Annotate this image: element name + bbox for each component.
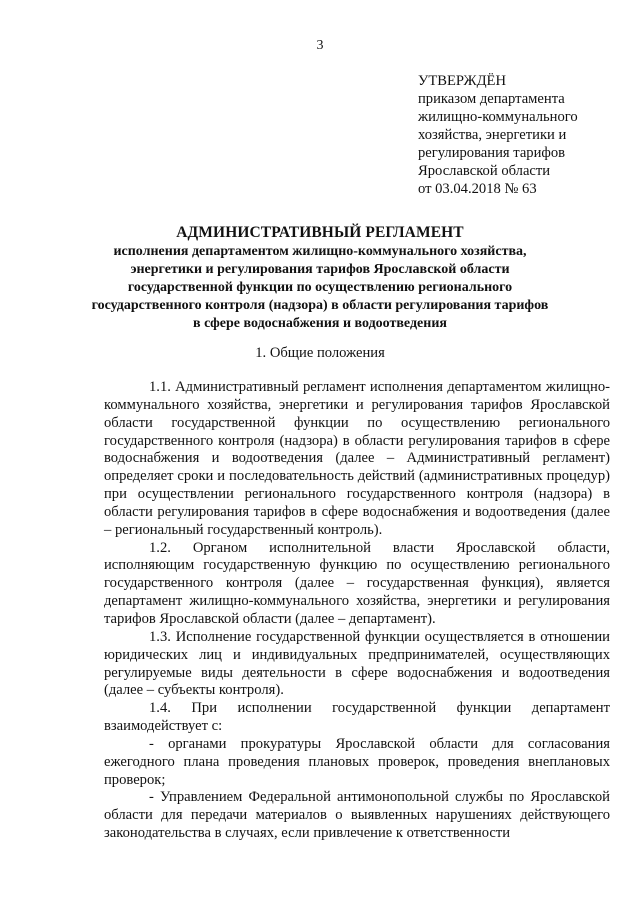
subtitle-line: энергетики и регулирования тарифов Ярославской области (130, 262, 510, 277)
approval-line: Ярославской области (418, 163, 551, 179)
paragraph-1-2: 1.2. Органом исполнительной власти Ярославской области, исполняющим государственную функцию по осуществлению регионального государственного контроля (далее – государственная функция), является департамент жилищно-коммунального хозяйства, энергетики и регулирования тарифов Ярославской области (далее – департамент). (104, 539, 610, 627)
approval-line: приказом департамента (418, 91, 565, 107)
subtitle-line: в сфере водоснабжения и водоотведения (193, 316, 447, 331)
list-item-prosecutors: - органами прокуратуры Ярославской области для согласования ежегодного плана проведения плановых проверок, проведения внеплановых проверок; (104, 735, 610, 788)
subtitle-line: исполнения департаментом жилищно-коммунального хозяйства, (113, 244, 527, 259)
approval-line: хозяйства, энергетики и (418, 127, 567, 143)
subtitle-line: государственной функции по осуществлению регионального (127, 280, 513, 295)
approval-line: УТВЕРЖДЁН (418, 73, 506, 89)
approval-line: регулирования тарифов (418, 145, 566, 161)
paragraph-1-1: 1.1. Административный регламент исполнения департаментом жилищно-коммунального хозяйства, энергетики и регулирования тарифов Ярославской области государственной функции по осуществлению регионального государственного контроля (надзора) в области регулирования тарифов в сфере водоснабжения и водоотведения (далее – Административный регламент) определяет сроки и последовательность действий (административных процедур) при осуществлении регионального государственного контроля (надзора) в области регулирования тарифов в сфере водоснабжения и водоотведения (далее – региональный государственный контроль). (104, 379, 610, 538)
approval-line: жилищно-коммунального (418, 109, 578, 125)
paragraph-1-3: 1.3. Исполнение государственной функции осуществляется в отношении юридических лиц и индивидуальных предпринимателей, осуществляющих регулируемые виды деятельности в сфере водоснабжения и водоотведения (далее – субъекты контроля). (104, 628, 610, 699)
subtitle-line: государственного контроля (надзора) в области регулирования тарифов (91, 298, 549, 313)
page-number: 3 (316, 38, 324, 53)
section-heading: 1. Общие положения (255, 345, 385, 361)
regulation-title: АДМИНИСТРАТИВНЫЙ РЕГЛАМЕНТ (176, 224, 464, 241)
paragraph-1-4: 1.4. При исполнении государственной функции департамент взаимодействует с: (104, 700, 610, 735)
approval-stamp (418, 72, 628, 198)
regulation-subtitle (0, 243, 640, 333)
list-item-antimonopoly: - Управлением Федеральной антимонопольной службы по Ярославской области для передачи материалов о выявленных нарушениях действующего законодательства в случаях, если привлечение к ответственности (104, 789, 610, 842)
body-text (104, 379, 610, 843)
approval-line: от 03.04.2018 № 63 (418, 181, 537, 197)
